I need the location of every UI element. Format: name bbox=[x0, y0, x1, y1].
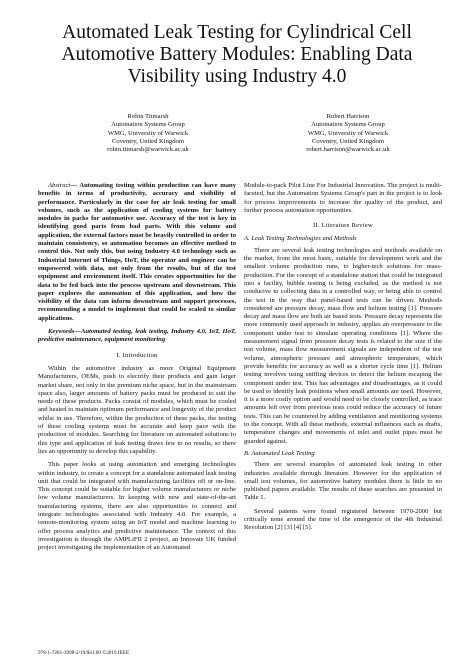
keywords-text: —Automated testing, leak testing, Industry 4.0, IoT, IIoT, predictive maintenance, equipment monitoring bbox=[38, 328, 236, 344]
lit-paragraph-3: Several patents were found registered between 1970-2000 but critically none around the time of the emergence of the 4th Industrial Revolution [2] [3] [4] [5]. bbox=[244, 507, 442, 532]
section-heading-literature-review: II. Literature Review bbox=[313, 222, 373, 230]
title-line-3: Visibility using Industry 4.0 bbox=[127, 66, 347, 87]
subsection-heading-a: A. Leak Testing Technologies and Methods bbox=[244, 235, 357, 243]
author-1 bbox=[48, 113, 248, 154]
lit-paragraph-2: There are several examples of automated leak testing in other industries available through literature. However for the application of small test volumes, for automotive battery modules there is little to no published papers available. The results of these searches are presented in Table 1. bbox=[244, 461, 442, 502]
author-group: Automation Systems Group bbox=[111, 121, 185, 129]
intro-paragraph-2: This paper looks at using automation and emerging technologies within industry, to create a concept for a standalone automated leak testing unit that could be integrated with manufacturing facilities off or on-line. This concept could be suitable for higher volume manufacturers or niche low volume manufacturers. In keeping with new and state-of-the-art manufacturing systems, there are also opportunities to connect and integrate technologies associated with Industry 4.0. For example, a remote-monitoring system using an IoT model and machine learning to offer process analytics and predictive maintenance. The context of this investigation is through the AMPLiFII 2 project, an Innovate UK funded project investigating the implementation of an Automated bbox=[38, 461, 236, 552]
author-email: rohin.titmarsh@warwick.ac.uk bbox=[107, 146, 189, 154]
abstract-label: Abstract bbox=[48, 182, 71, 189]
author-name: Rohin Titmarsh bbox=[127, 113, 169, 120]
author-email: robert.harrison@warwick.ac.uk bbox=[306, 146, 390, 154]
paper-title bbox=[20, 22, 454, 88]
section-heading-introduction: I. Introduction bbox=[116, 351, 158, 359]
subsection-heading-b: B. Automated Leak Testing bbox=[244, 449, 315, 457]
author-dept: WMG, University of Warwick bbox=[107, 129, 189, 137]
title-line-1: Automated Leak Testing for Cylindrical Cell bbox=[62, 22, 412, 43]
author-city: Coventry, United Kingdom bbox=[112, 137, 184, 145]
author-dept: WMG, University of Warwick bbox=[307, 129, 389, 137]
author-2 bbox=[248, 113, 448, 154]
left-column bbox=[38, 182, 236, 552]
keywords bbox=[38, 328, 236, 345]
right-column bbox=[244, 182, 442, 533]
title-line-2: Automotive Battery Modules: Enabling Data bbox=[61, 44, 413, 65]
abstract-text: — Automating testing within production can have many benefits in terms of productivity, accuracy and visibility of performance. Particularly in the case for air leak testing for small volumes, such as the application of cooling systems for battery modules in packs for automotive use. Accuracy of the test is key in identifying good parts from bad parts. With this volume and application, the external factors must be heavily controlled in order to maintain consistency, so automation becomes an effective method to control this. Not only this, but using Industry 4.0 technology such as Industrial Internet of Things, IIoT, the operator and engineer can be empowered with data, not only from the results, but of the test equipment and environment itself. This creates opportunities for the data to be fed back into the process upstream and downstream. This paper explores the automation of this application, and how the visibility of the data can inform downstream and support processes, recommending a model to implement that could be scaled to similar applications. bbox=[38, 182, 236, 322]
abstract bbox=[38, 182, 236, 323]
intro-paragraph-1: Within the automotive industry as more Original Equipment Manufacturers, OEMs, push to electrify their products and gain larger market share, not only in the premium niche space, but in the mainstream space also, larger amounts of battery packs must be produced to suit the needs of these products. Packs consist of modules, which must be cooled and heated to maintain optimum performance and longevity of the product whilst in use. Therefore, within the production of these packs, the testing of these cooling systems must be accurate and keep pace with the production of modules. Searching for literature on automated solutions to this type and application of leak testing draws few to no results, so there lies an opportunity to develop this capability. bbox=[38, 364, 236, 455]
intro-paragraph-continued: Module-to-pack Pilot Line For Industrial Innovation. The project is multi-faceted, but the Automation Systems Group's part in the project is to look for process improvements to increase the quality of the product, and further process automation opportunities. bbox=[244, 182, 442, 214]
author-group: Automation Systems Group bbox=[311, 121, 385, 129]
author-city: Coventry, United Kingdom bbox=[312, 137, 384, 145]
copyright-footer: 978-1-7281-3998-2/19/$31.00 ©2019 IEEE bbox=[38, 650, 130, 656]
author-name: Robert Harrison bbox=[326, 113, 370, 120]
lit-paragraph-1: There are several leak testing technologies and methods available on the market, from the most basic, suitable for development work and the smallest volume production runs, to higher-tech solutions for mass-production. For the concept of a standalone station that could be integrated into a facility, bubble testing is being excluded, as the method is not conducive to collecting data in a controlled way, or being able to control the test in the way that panel-based tests can be driven. Methods considered are pressure decay, mass flow and helium testing [1]. Pressure decay and mass flow are both air based tests. Pressure decay represents the more commonly used approach in industry, applies an overpressure to the component under test to simulate operating conditions [1]. Where the measurement signal from pressure decay tests is related to the size if the test volume, mass flow measurement signals are independent of the test volume, atmospheric pressure and atmospheric temperature, which provide benefits for accuracy as well as a shorter cycle time [1]. Helium testing involves using sniffing devices to detect the helium escaping the component under test. This has advantages and disadvantages, as it could be used to identify leak positions when small amounts are used. However, it is a more costly option and would need to be closely controlled, as trace amounts left over from previous tests could reduce the accuracy of future tests. This can be countered by adding ventilation and monitoring systems to the concept. With all these methods, external influences such as drafts, temperature changes and movements of inlet and outlet pipes must be guarded against. bbox=[244, 246, 442, 445]
keywords-label: Keywords bbox=[48, 328, 75, 336]
